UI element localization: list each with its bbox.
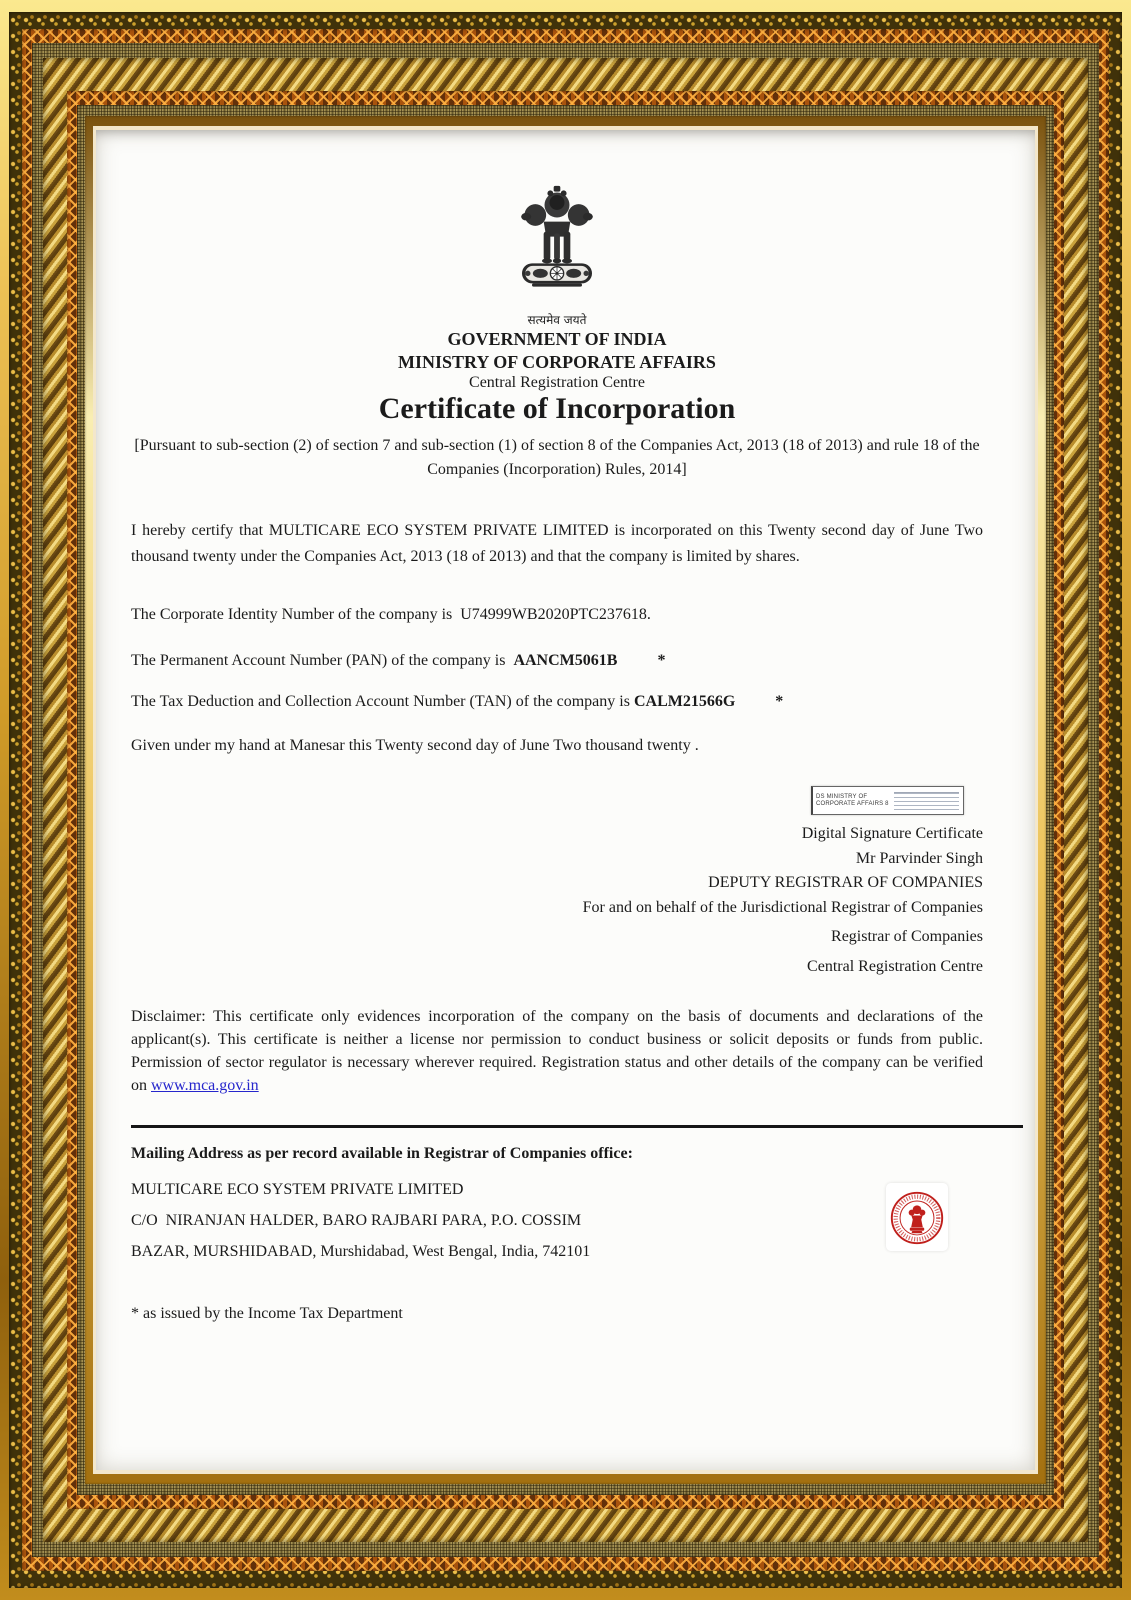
mca-red-seal — [886, 1183, 948, 1251]
pan-asterisk: * — [657, 652, 666, 669]
frame-rope-band — [43, 58, 1088, 1542]
stamp-text-line2: CORPORATE AFFAIRS 8 — [816, 800, 889, 807]
pursuant-clause: [Pursuant to sub-section (2) of section 7 and sub-section (1) of section 8 of the Companies Act, 2013 (18 of 2013) and rule 18 of the Companies (Incorporation) Rules, 2014] — [134, 437, 980, 478]
frame-diamond-band-inner — [67, 91, 1064, 1509]
signature-line-name: Mr Parvinder Singh — [855, 849, 983, 867]
cin-line — [131, 602, 983, 628]
signature-line-dsc: Digital Signature Certificate — [801, 825, 983, 842]
cin-label: The Corporate Identity Number of the company is — [131, 606, 461, 623]
certify-prefix: I hereby certify that — [131, 522, 269, 539]
signature-line-roc: Registrar of Companies — [831, 928, 983, 946]
tan-asterisk: * — [775, 693, 784, 710]
frame-gold-lip — [85, 116, 1046, 1484]
disclaimer-paragraph — [131, 1005, 983, 1097]
tan-label: The Tax Deduction and Collection Account Number (TAN) of the company is — [131, 693, 634, 710]
digital-signature-stamp — [811, 786, 964, 815]
stamp-text — [813, 792, 892, 810]
certify-suffix: is incorporated on this Twenty second day of June Two thousand twenty under the Companies Act, 2013 (18 of 2013) and that the company is limited by shares. — [131, 522, 983, 565]
pan-label: The Permanent Account Number (PAN) of the company is — [131, 652, 514, 669]
frame-scroll-band — [9, 12, 1122, 1588]
emblem-motto: सत्यमेव जयते — [527, 313, 587, 327]
tan-line — [131, 689, 983, 715]
frame-cream-liner — [93, 126, 1038, 1474]
signature-line-designation: DEPUTY REGISTRAR OF COMPANIES — [708, 874, 983, 892]
footnote-income-tax: * as issued by the Income Tax Department — [131, 1304, 403, 1322]
centre-heading: Central Registration Centre — [469, 374, 645, 391]
emblem-block — [131, 130, 983, 328]
digital-signature-stamp-row — [131, 786, 983, 815]
mca-red-seal-icon — [886, 1183, 948, 1251]
given-under-hand-line: Given under my hand at Manesar this Twenty second day of June Two thousand twenty . — [131, 737, 699, 754]
pan-value: AANCM5061B — [513, 652, 618, 669]
frame-checker-band-outer — [32, 43, 1099, 1557]
signature-line-behalf: For and on behalf of the Jurisdictional Registrar of Companies — [582, 898, 983, 916]
disclaimer-text: Disclaimer: This certificate only evidences incorporation of the company on the basis of documents and declarations of the applicant(s). This certificate is neither a license nor permission to conduct business or solicit deposits or funds from public. Permission of sector regulator is necessary wherever required. Registration status and other details of the company can be verified on — [131, 1007, 983, 1094]
certificate-title: Certificate of Incorporation — [378, 392, 736, 425]
ministry-heading: MINISTRY OF CORPORATE AFFAIRS — [398, 352, 716, 372]
mca-website-link[interactable]: www.mca.gov.in — [151, 1076, 259, 1094]
government-heading: GOVERNMENT OF INDIA — [447, 329, 667, 349]
signature-block — [131, 822, 983, 980]
pan-line — [131, 648, 983, 674]
cin-value: U74999WB2020PTC237618. — [460, 606, 651, 623]
india-national-emblem — [507, 180, 607, 305]
mailing-heading: Mailing Address as per record available in Registrar of Companies office: — [131, 1144, 633, 1162]
certificate-paper — [96, 130, 1035, 1470]
frame-diamond-band-outer — [22, 29, 1109, 1571]
frame-checker-band-inner — [77, 105, 1054, 1495]
mailing-address-company: MULTICARE ECO SYSTEM PRIVATE LIMITED — [131, 1180, 464, 1198]
signature-line-crc: Central Registration Centre — [807, 957, 983, 975]
stamp-text-line1: DS MINISTRY OF — [816, 793, 868, 800]
mailing-address-line2: C/O NIRANJAN HALDER, BARO RAJBARI PARA, P.O. COSSIM — [131, 1211, 582, 1229]
tan-value: CALM21566G — [633, 693, 736, 710]
stamp-microtext-lines — [894, 792, 959, 810]
certify-paragraph — [131, 518, 983, 570]
mailing-address-line3: BAZAR, MURSHIDABAD, Murshidabad, West Bengal, India, 742101 — [131, 1242, 591, 1260]
company-name: MULTICARE ECO SYSTEM PRIVATE LIMITED — [268, 522, 609, 539]
separator-rule — [131, 1125, 1023, 1128]
